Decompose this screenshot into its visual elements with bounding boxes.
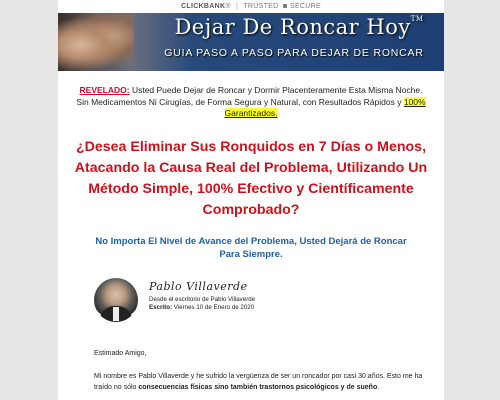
author-meta [149,296,269,312]
author-block [94,278,444,328]
author-date-line [149,304,269,312]
sales-page [58,0,444,400]
clickbank-brand: CLICKBANK [181,3,226,10]
trust-divider: | [236,3,239,10]
banner-title [154,15,444,39]
letter-greeting: Estimado Amigo, [94,349,147,357]
written-label: Escrito: [149,303,173,311]
author-signature: Pablo Villaverde [149,279,248,293]
written-date: Viernes 10 de Enero de 2020 [172,303,255,311]
revelado-label: REVELADO: [79,85,130,95]
letter-body [94,348,424,393]
guarantee-highlight: 100% Garantizados. [224,96,426,118]
letter-p1-text: Mi nombre es Pablo Villaverde y he sufrido la vergüenza de ser un roncador por casi 30 años. Esto me ha traído no sólo [94,372,423,391]
main-headline: ¿Desea Eliminar Sus Ronquidos en 7 Días o Menos, Atacando la Causa Real del Problema, Utilizando Un Método Simple, 100% Efectivo y Científicamente Comprobado? [74,138,428,218]
header-banner [58,13,444,71]
avatar-shirt [113,307,119,321]
author-avatar [94,278,138,322]
lock-icon [283,4,287,8]
letter-p1-end: . [377,383,380,391]
clickbank-trust-bar [58,0,444,13]
sub-headline: No Importa El Nivel de Avance del Problema, Usted Dejará de Roncar Para Siempre. [95,235,407,260]
author-desk-line: Desde el escritorio de Pablo Villaverde [149,295,256,303]
banner-title-text: Dejar De Roncar Hoy [174,15,411,39]
clickbank-reg-mark: ® [225,3,231,10]
secure-label: SECURE [289,3,321,10]
couple-photo [58,13,134,71]
letter-p1-bold: consecuencias físicas sino también trastornos psicológicos y de sueño [138,383,378,391]
intro-paragraph [74,85,428,120]
letter-paragraph-1 [94,371,424,393]
trusted-label: TRUSTED [243,3,279,10]
banner-subtitle: GUIA PASO A PASO PARA DEJAR DE RONCAR [164,47,424,59]
intro-text: Usted Puede Dejar de Roncar y Dormir Placenteramente Esta Misma Noche. Sin Medicamentos Ni Cirugías, de Forma Segura y Natural, con Resultados Rápidos y [76,85,423,107]
trademark-mark: TM [410,15,424,23]
